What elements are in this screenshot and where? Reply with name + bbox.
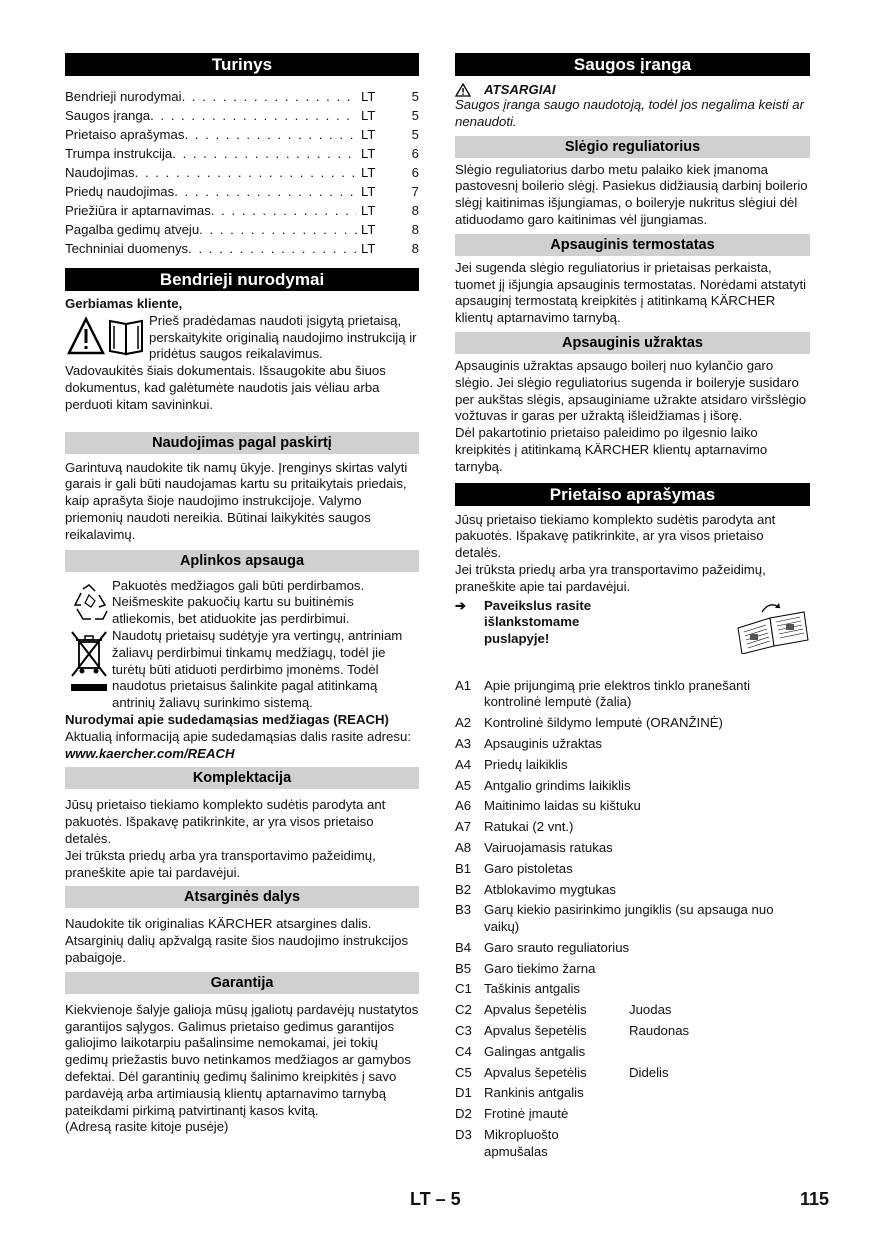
part-name: Galingas antgalis <box>484 1043 586 1059</box>
toc-entry[interactable] <box>65 125 419 144</box>
toc-entry-page: 8 <box>411 241 419 256</box>
toc-leader-dots <box>182 87 357 106</box>
part-code: A8 <box>455 839 472 855</box>
description-text-2: Jei trūksta priedų arba yra transportavimo pažeidimų, praneškite apie tai pardavėjui. <box>455 561 766 594</box>
warranty-note: (Adresą rasite kitoje pusėje) <box>65 1119 229 1135</box>
toc-entry-title: Priežiūra ir aptarnavimas <box>65 203 211 218</box>
toc-leader-dots <box>172 144 357 163</box>
safety-lock-heading: Apsauginis užraktas <box>455 332 810 354</box>
warning-triangle-icon <box>455 83 471 97</box>
list-item <box>455 981 810 998</box>
environment-heading: Aplinkos apsauga <box>65 550 419 572</box>
arrow-right-icon: ➔ <box>455 597 467 613</box>
toc-entry[interactable] <box>65 220 419 239</box>
toc-entry[interactable] <box>65 239 419 258</box>
figures-note-text: Paveikslus rasite išlankstomame puslapyje! <box>484 597 592 647</box>
toc-entry[interactable] <box>65 182 419 201</box>
part-code: D1 <box>455 1085 472 1101</box>
part-name: Vairuojamasis ratukas <box>484 839 613 855</box>
scope-text-2: Jei trūksta priedų arba yra transportavimo pažeidimų, praneškite apie tai pardavėjui. <box>65 847 376 880</box>
part-code: C3 <box>455 1023 472 1039</box>
part-code: B2 <box>455 881 472 897</box>
toc-entry-lang: LT <box>361 89 376 104</box>
part-name: Garo pistoletas <box>484 860 573 876</box>
footer-page-number: 115 <box>800 1189 830 1209</box>
reach-heading: Nurodymai apie sudedamąsias medžiagas (REACH) <box>65 711 389 727</box>
toc-entry[interactable] <box>65 163 419 182</box>
part-code: A2 <box>455 715 472 731</box>
toc-entry-title: Pagalba gedimų atveju <box>65 222 200 237</box>
list-item <box>455 902 810 936</box>
figures-note <box>455 598 810 658</box>
part-note: Juodas <box>629 1002 672 1018</box>
safety-lock-text-1: Apsauginis užraktas apsaugo boilerį nuo kylančio garo slėgio. Jei slėgio reguliatorius sugenda ir boileryje susidaro per aukštas slėgis, apsauginiame užrakte atsidaro viršslėgio vožtuvas ir garas per užraktą išleidžiamas į išorę. <box>455 357 807 424</box>
list-item <box>455 840 810 857</box>
toc-entry-title: Naudojimas <box>65 165 135 180</box>
part-name: Rankinis antgalis <box>484 1085 584 1101</box>
toc-entry-title: Trumpa instrukcija <box>65 146 173 161</box>
right-column <box>455 53 810 1165</box>
toc-entry-lang: LT <box>361 146 376 161</box>
part-name: Maitinimo laidas su kištuku <box>484 798 641 814</box>
part-code: A1 <box>455 677 472 693</box>
list-item <box>455 1085 810 1102</box>
part-name: Apvalus šepetėlis <box>484 1002 587 1018</box>
list-item <box>455 678 810 712</box>
list-item <box>455 1106 810 1123</box>
part-note <box>629 1044 810 1061</box>
pressure-regulator-text: Slėgio reguliatorius darbo metu palaiko kiek įmanoma pastovesnį boilerio slėgį. Pasiekus didžiausią darbinį boilerio slėgį kaitinimas išjungiamas, o boileryje nukritus slėgiui dėl atiduodamo garo kaitinimas vėl įjungiamas. <box>455 161 808 227</box>
list-item <box>455 940 810 957</box>
part-name: Apsauginis užraktas <box>484 735 603 751</box>
list-item <box>455 882 810 899</box>
part-code: A4 <box>455 756 472 772</box>
part-name: Atblokavimo mygtukas <box>484 881 616 897</box>
foldout-page-icon <box>634 598 810 658</box>
parts-group-b <box>455 861 810 978</box>
part-code: C1 <box>455 981 472 997</box>
list-item <box>455 757 810 774</box>
toc-entry-page: 5 <box>411 127 419 142</box>
list-item <box>455 861 810 878</box>
caution-label: ATSARGIAI <box>484 82 556 97</box>
toc-entry[interactable] <box>65 87 419 106</box>
toc-entry-lang: LT <box>361 203 376 218</box>
part-code: C4 <box>455 1043 472 1059</box>
general-text: Vadovaukitės šiais dokumentais. Išsaugokite abu šiuos dokumentus, kad galėtumėte naudotis jais vėliau arba perduoti kitam savininkui. <box>65 363 386 412</box>
part-name: Mikropluošto apmušalas <box>484 1127 559 1159</box>
toc-entry[interactable] <box>65 106 419 125</box>
list-item <box>455 715 810 732</box>
toc-entry-lang: LT <box>361 165 376 180</box>
list-item <box>455 1065 810 1082</box>
scope-heading: Komplektacija <box>65 767 419 789</box>
spare-parts-heading: Atsarginės dalys <box>65 886 419 908</box>
caution-block <box>455 82 810 97</box>
part-name: Garo srauto reguliatorius <box>484 939 630 955</box>
toc-entry-title: Priedų naudojimas <box>65 184 175 199</box>
part-code: A5 <box>455 777 472 793</box>
part-code: D2 <box>455 1106 472 1122</box>
toc-entry-page: 5 <box>411 108 419 123</box>
intended-use-text: Garintuvą naudokite tik namų ūkyje. Įrenginys skirtas valyti garais ir gali būti naudojamas kartu su pritaikytais priedais, kaip aprašyta šioje naudojimo instrukcijoje. Valymo priemonių naudoti nereikia. Būtinai laikykitės saugos reikalavimų. <box>65 459 408 542</box>
part-name: Kontrolinė šildymo lemputė (ORANŽINĖ) <box>484 715 723 731</box>
toc-entry-lang: LT <box>361 127 376 142</box>
toc-entry-page: 6 <box>411 165 419 180</box>
part-code: A7 <box>455 819 472 835</box>
toc-entry-page: 5 <box>411 89 419 104</box>
dear-customer: Gerbiamas kliente, <box>65 296 183 311</box>
intended-use-heading: Naudojimas pagal paskirtį <box>65 432 419 454</box>
pressure-regulator-heading: Slėgio reguliatorius <box>455 136 810 158</box>
toc-entry-lang: LT <box>361 184 376 199</box>
part-note <box>629 981 810 998</box>
list-item <box>455 1127 810 1161</box>
read-manual-icon <box>65 313 149 359</box>
list-item <box>455 1023 810 1040</box>
recycle-text: Pakuotės medžiagos gali būti perdirbamos. Neišmeskite pakuočių kartu su buitinėmis atliekomis, bet atiduokite jas perdirbimui. <box>112 577 365 627</box>
part-name: Antgalio grindims laikiklis <box>484 777 631 793</box>
crossed-bin-icon <box>65 628 112 712</box>
list-item <box>455 1044 810 1061</box>
toc-entry-page: 6 <box>411 146 419 161</box>
table-of-contents <box>65 87 419 258</box>
toc-entry-lang: LT <box>361 241 376 256</box>
toc-entry-title: Techniniai duomenys <box>65 241 189 256</box>
left-column <box>65 53 419 1136</box>
thermostat-heading: Apsauginis termostatas <box>455 234 810 256</box>
list-item <box>455 961 810 978</box>
general-heading: Bendrieji nurodymai <box>65 268 419 291</box>
part-code: B4 <box>455 939 472 955</box>
toc-leader-dots <box>174 182 357 201</box>
toc-entry-title: Saugos įranga <box>65 108 151 123</box>
caution-text: Saugos įranga saugo naudotoją, todėl jos negalima keisti ar nenaudoti. <box>455 97 804 129</box>
parts-group-c <box>455 981 810 1081</box>
safety-heading: Saugos įranga <box>455 53 810 76</box>
general-icon-text: Prieš pradėdamas naudoti įsigytą prietaisą, perskaitykite originalią naudojimo instrukciją ir pridėtus saugos reikalavimus. <box>149 312 417 362</box>
part-code: B5 <box>455 960 472 976</box>
toc-entry-page: 8 <box>411 222 419 237</box>
part-code: B3 <box>455 902 472 918</box>
part-code: A6 <box>455 798 472 814</box>
toc-leader-dots <box>150 106 357 125</box>
spare-parts-text: Naudokite tik originalias KÄRCHER atsargines dalis. Atsarginių dalių apžvalgą rasite šios naudojimo instrukcijos pabaigoje. <box>65 916 409 965</box>
part-code: C5 <box>455 1064 472 1080</box>
part-name: Apie prijungimą prie elektros tinklo pranešanti kontrolinė lemputė (žalia) <box>484 677 751 710</box>
parts-group-a <box>455 678 810 857</box>
weee-notice <box>65 628 419 712</box>
warranty-text: Kiekvienoje šalyje galioja mūsų įgaliotų pardavėjų nustatytos garantijos sąlygos. Galimus prietaiso gedimus garantijos galiojimo laikotarpiu pašalinsime nemokamai, jei tokių gedimų priežastis buvo netinkamos medžiagos ar gamybos defektai. Dėl garantinių gedimų šalinimo kreipkitės į savo pardavėją arba artimiausią klientų aptarnavimo tarnybą pateikdami pirkimą patvirtinantį kasos kvitą. <box>65 1001 419 1118</box>
reach-url[interactable]: www.kaercher.com/REACH <box>65 745 235 761</box>
list-item <box>455 736 810 753</box>
list-item <box>455 1002 810 1019</box>
description-text-1: Jūsų prietaiso tiekiamo komplekto sudėtis parodyta ant pakuotės. Išpakavę patikrinkite, ar yra visos prietaiso detalės. <box>455 511 776 561</box>
part-code: B1 <box>455 860 472 876</box>
toc-entry-title: Bendrieji nurodymai <box>65 89 182 104</box>
recycle-notice <box>65 578 419 628</box>
toc-heading: Turinys <box>65 53 419 76</box>
warranty-heading: Garantija <box>65 972 419 994</box>
recycle-icon <box>65 578 112 628</box>
part-code: A3 <box>455 735 472 751</box>
toc-entry-title: Prietaiso aprašymas <box>65 127 185 142</box>
reach-text: Aktualią informaciją apie sudedamąsias dalis rasite adresu: <box>65 728 411 744</box>
part-name: Apvalus šepetėlis <box>484 1023 587 1039</box>
parts-group-d <box>455 1085 810 1160</box>
description-heading: Prietaiso aprašymas <box>455 483 810 506</box>
toc-entry-lang: LT <box>361 222 376 237</box>
part-name: Frotinė įmautė <box>484 1106 569 1122</box>
list-item <box>455 819 810 836</box>
parts-list <box>455 678 810 1161</box>
footer-lang-page: LT – 5 <box>410 1189 461 1209</box>
part-name: Garo tiekimo žarna <box>484 960 596 976</box>
part-name: Garų kiekio pasirinkimo jungiklis (su apsauga nuo vaikų) <box>484 902 774 935</box>
scope-text-1: Jūsų prietaiso tiekiamo komplekto sudėtis parodyta ant pakuotės. Išpakavę patikrinkite, ar yra visos prietaiso detalės. <box>65 797 386 846</box>
list-item <box>455 798 810 815</box>
thermostat-text: Jei sugenda slėgio reguliatorius ir prietaisas perkaista, tuomet jį išjungia apsauginis termostatas. Norėdami atstatyti apsauginį termostatą kreipkitės į atitinkamą KÄRCHER klientų aptarnavimo tarnybą. <box>455 259 807 326</box>
toc-leader-dots <box>211 201 357 220</box>
toc-entry[interactable] <box>65 201 419 220</box>
part-code: C2 <box>455 1002 472 1018</box>
part-name: Ratukai (2 vnt.) <box>484 819 574 835</box>
safety-lock-text-2: Dėl pakartotinio prietaiso paleidimo po ilgesnio laiko kreipkitės į atitinkamą KÄRCHER klientų aptarnavimo tarnybą. <box>455 425 768 474</box>
list-item <box>455 778 810 795</box>
toc-entry-page: 7 <box>411 184 419 199</box>
part-note: Raudonas <box>629 1023 690 1039</box>
toc-leader-dots <box>199 220 357 239</box>
toc-entry-page: 8 <box>411 203 419 218</box>
part-name: Taškinis antgalis <box>484 981 581 997</box>
toc-leader-dots <box>135 163 357 182</box>
part-name: Priedų laikiklis <box>484 756 568 772</box>
toc-leader-dots <box>188 239 357 258</box>
general-notice <box>65 313 419 363</box>
part-note: Didelis <box>629 1064 669 1080</box>
part-name: Apvalus šepetėlis <box>484 1064 587 1080</box>
toc-leader-dots <box>184 125 357 144</box>
toc-entry[interactable] <box>65 144 419 163</box>
part-code: D3 <box>455 1127 472 1143</box>
weee-text: Naudotų prietaisų sudėtyje yra vertingų, antriniam žaliavų perdirbimui tinkamų medžiagų, todėl jie turėtų būti atiduoti perdirbimo įmonėms. Todėl naudotus prietaisus šalinkite pagal atitinkamą antrinių žaliavų surinkimo sistemą. <box>112 627 403 711</box>
toc-entry-lang: LT <box>361 108 376 123</box>
